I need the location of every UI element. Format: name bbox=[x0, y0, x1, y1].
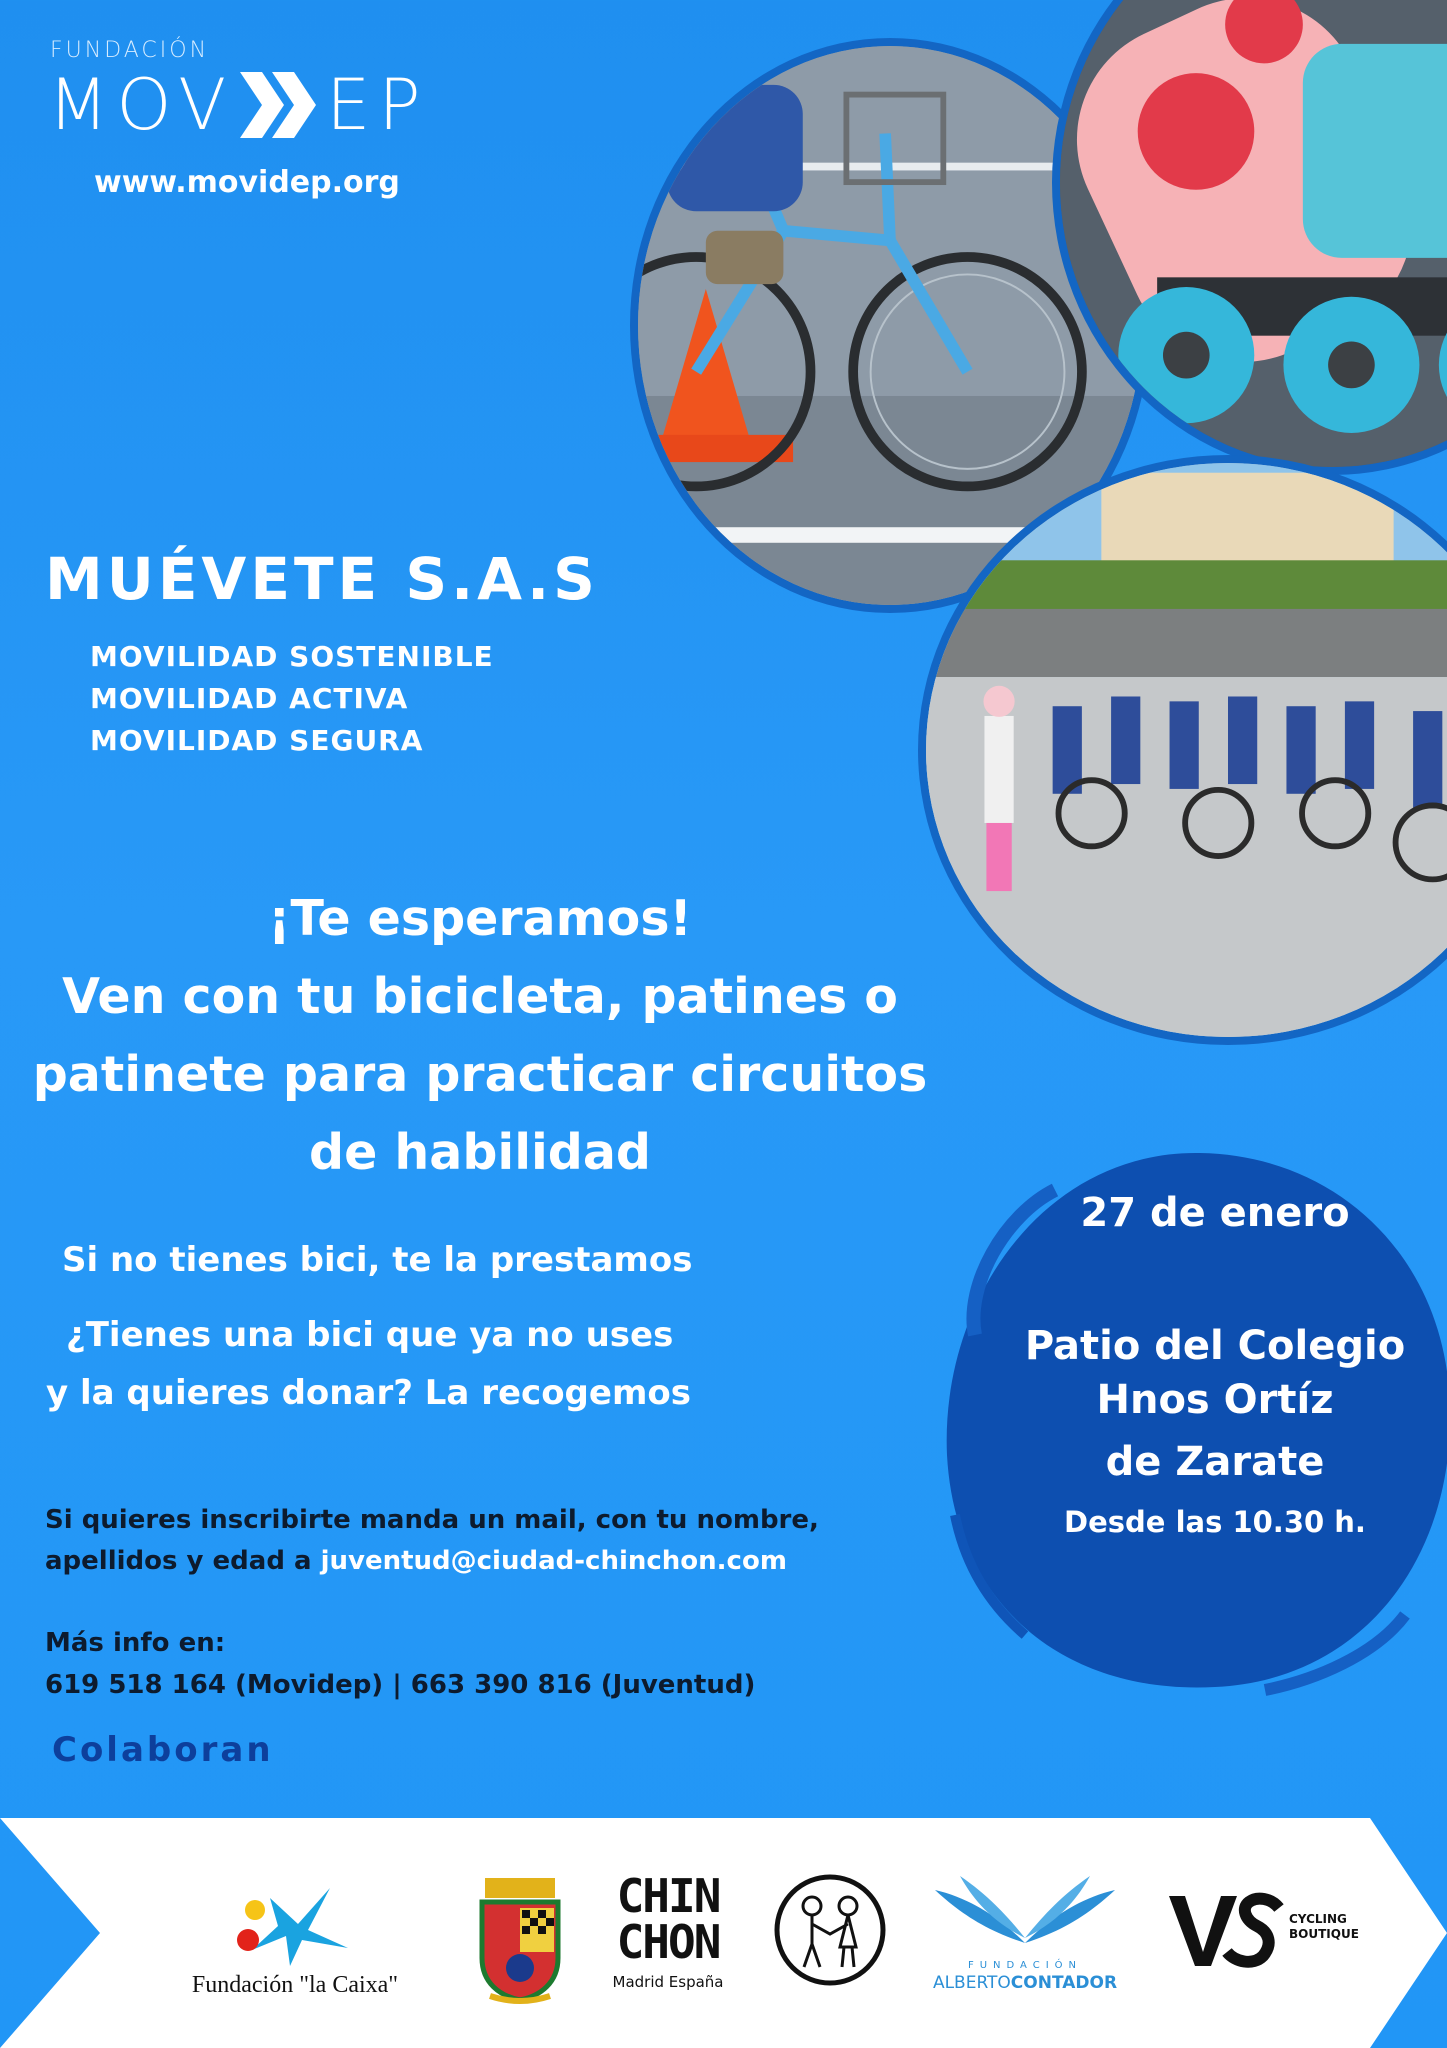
double-chevron-icon bbox=[240, 72, 320, 138]
contador-fundacion-text: FUNDACIÓN bbox=[967, 1960, 1083, 1971]
contador-alberto-text: ALBERTO bbox=[932, 1973, 1011, 1993]
collaborators-label: Colaboran bbox=[52, 1730, 274, 1770]
subtitle-segura: MOVILIDAD SEGURA bbox=[90, 724, 424, 757]
logo-fundacion-text: FUNDACIÓN bbox=[50, 38, 210, 63]
invite-line-3: de habilidad bbox=[309, 1124, 651, 1181]
contador-surname-text: CONTADOR bbox=[1010, 1973, 1118, 1993]
vs-boutique-text: BOUTIQUE bbox=[1289, 1927, 1359, 1941]
wings-icon bbox=[930, 1868, 1120, 1948]
invite-line-2: patinete para practicar circuitos bbox=[32, 1046, 928, 1103]
la-caixa-logo bbox=[180, 1878, 410, 2018]
event-time: Desde las 10.30 h. bbox=[1064, 1505, 1366, 1539]
caixa-star-icon bbox=[180, 1878, 410, 1968]
subtitle-sostenible: MOVILIDAD SOSTENIBLE bbox=[90, 640, 494, 673]
registration-prefix: apellidos y edad a bbox=[45, 1546, 321, 1576]
chinchon-text-1: CHIN bbox=[616, 1869, 720, 1923]
sponsor-band bbox=[0, 1818, 1447, 2048]
program-title: MUÉVETE S.A.S bbox=[45, 545, 599, 613]
children-circle-logo bbox=[772, 1872, 888, 1988]
movidep-logo bbox=[48, 60, 429, 145]
caixa-text: Fundación "la Caixa" bbox=[191, 1972, 399, 1998]
event-venue-1: Patio del Colegio bbox=[1024, 1323, 1406, 1369]
alberto-contador-logo bbox=[930, 1868, 1120, 2018]
chinchon-text-2: CHON bbox=[616, 1915, 720, 1969]
invite-heading: ¡Te esperamos! bbox=[268, 890, 692, 947]
donate-text-2: y la quieres donar? La recogemos bbox=[46, 1373, 691, 1413]
donate-text-1: ¿Tienes una bici que ya no uses bbox=[66, 1315, 674, 1355]
coat-of-arms-logo bbox=[470, 1868, 570, 2008]
registration-line-1: Si quieres inscribirte manda un mail, con tu nombre, bbox=[45, 1505, 819, 1535]
chinchon-subtitle: Madrid España bbox=[612, 1973, 724, 1991]
subtitle-activa: MOVILIDAD ACTIVA bbox=[90, 682, 409, 715]
logo-text-post: EP bbox=[326, 64, 429, 146]
email-link[interactable]: juventud@ciudad-chinchon.com bbox=[320, 1546, 787, 1576]
logo-text-pre: MOV bbox=[48, 64, 235, 146]
event-date: 27 de enero bbox=[1080, 1190, 1350, 1236]
event-venue-2: Hnos Ortíz bbox=[1096, 1377, 1334, 1423]
vs-icon bbox=[1165, 1886, 1285, 1972]
event-venue-3: de Zarate bbox=[1105, 1439, 1325, 1485]
phone-numbers: 619 518 164 (Movidep) | 663 390 816 (Juventud) bbox=[45, 1670, 756, 1700]
vs-cycling-text: CYCLING bbox=[1289, 1912, 1347, 1926]
lend-bike-text: Si no tienes bici, te la prestamos bbox=[62, 1240, 693, 1280]
vs-cycling-logo bbox=[1165, 1886, 1359, 1976]
more-info-label: Más info en: bbox=[45, 1628, 226, 1658]
website-link[interactable]: www.movidep.org bbox=[94, 165, 400, 200]
children-holding-hands-icon bbox=[772, 1872, 888, 1988]
chinchon-logo bbox=[608, 1869, 728, 2013]
invite-line-1: Ven con tu bicicleta, patines o bbox=[62, 968, 898, 1025]
coat-of-arms-icon bbox=[470, 1868, 570, 2008]
registration-line-2 bbox=[45, 1546, 787, 1576]
